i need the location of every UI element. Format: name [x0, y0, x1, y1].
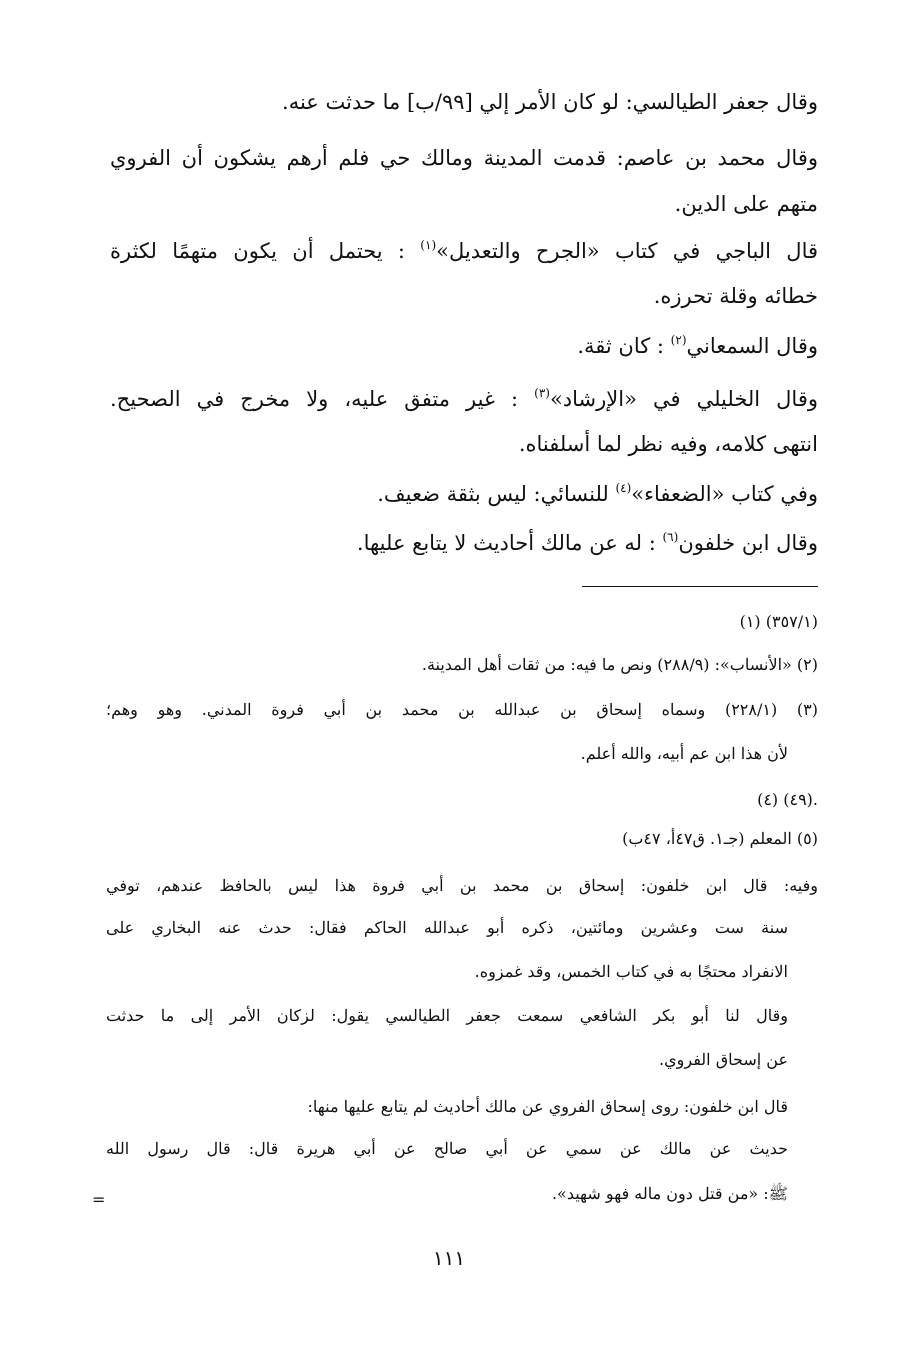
footnote-2: (٢) «الأنساب»: (٢٨٨/٩) ونص ما فيه: من ثقات أهل المدينة. [421, 655, 818, 674]
body-line: متهم على الدين. [674, 192, 818, 216]
footnote-ref: (٤) [615, 481, 632, 495]
body-text: وقال السمعاني [686, 334, 818, 358]
footnote-ref: (١) [420, 238, 437, 252]
footnote-4: (٤) (٤٩). [757, 790, 818, 809]
body-line: خطائه وقلة تحرزه. [653, 284, 818, 308]
page-number: ١١١ [432, 1246, 466, 1270]
body-line [577, 333, 818, 358]
footnote-5-text: حديث عن مالك عن سمي عن أبي صالح عن أبي هريرة قال: قال رسول الله [106, 1139, 788, 1158]
body-text: قال الباجي في كتاب «الجرح والتعديل» [436, 239, 819, 263]
footnote-ref: (٣) [534, 386, 550, 400]
body-line: انتهى كلامه، وفيه نظر لما أسلفناه. [518, 432, 818, 456]
body-text: وقال الخليلي في «الإرشاد» [549, 387, 819, 411]
body-line [377, 481, 818, 506]
body-text: : كان ثقة. [577, 334, 671, 358]
footnote-separator [582, 586, 818, 587]
continuation-mark: = [92, 1190, 106, 1209]
footnote-1: (١) (٣٥٧/١) [739, 612, 818, 631]
body-line [357, 530, 818, 555]
footnote-3-cont: لأن هذا ابن عم أبيه، والله أعلم. [580, 744, 788, 763]
footnote-5: (٥) المعلم (جـ١. ق٤٧أ، ٤٧ب) [622, 829, 818, 848]
body-text: للنسائي: ليس بثقة ضعيف. [377, 482, 616, 506]
footnote-5-text: وقال لنا أبو بكر الشافعي سمعت جعفر الطيالسي يقول: لزكان الأمر إلى ما حدثت [106, 1006, 788, 1025]
footnote-3: (٣) (٢٢٨/١) وسماه إسحاق بن عبدالله بن محمد بن أبي فروة المدني. وهو وهم؛ [106, 700, 818, 719]
body-text: وفي كتاب «الضعفاء» [631, 482, 818, 506]
body-line: وقال محمد بن عاصم: قدمت المدينة ومالك حي فلم أرهم يشكون أن الفروي [110, 146, 818, 170]
footnote-5-text: قال ابن خلفون: روى إسحاق الفروي عن مالك أحاديث لم يتابع عليها منها: [307, 1097, 788, 1116]
footnote-ref: (٦) [662, 530, 679, 544]
footnote-ref: (٢) [670, 333, 687, 347]
footnote-5-text: عن إسحاق الفروي. [659, 1050, 788, 1069]
footnote-5-text: الانفراد محتجًا به في كتاب الخمس، وقد غمزوه. [474, 962, 788, 981]
body-text: : له عن مالك أحاديث لا يتابع عليها. [356, 531, 663, 555]
body-text: : يحتمل أن يكون متهمًا لكثرة [110, 239, 421, 263]
footnote-5-text: سنة ست وعشرين ومائتين، ذكره أبو عبدالله الحاكم فقال: حدث عنه البخاري على [106, 918, 788, 937]
body-text: وقال ابن خلفون [678, 531, 818, 555]
footnote-5-text: ﷺ: «من قتل دون ماله فهو شهيد». [551, 1184, 788, 1203]
body-line [110, 238, 818, 263]
footnote-5-text: وفيه: قال ابن خلفون: إسحاق بن محمد بن أبي فروة هذا ليس بالحافظ عندهم، توفي [106, 876, 818, 895]
body-text: : غير متفق عليه، ولا مخرج في الصحيح. [110, 387, 535, 411]
body-line: وقال جعفر الطيالسي: لو كان الأمر إلي [٩٩/ب] ما حدثت عنه. [282, 90, 818, 114]
body-line [110, 386, 818, 411]
